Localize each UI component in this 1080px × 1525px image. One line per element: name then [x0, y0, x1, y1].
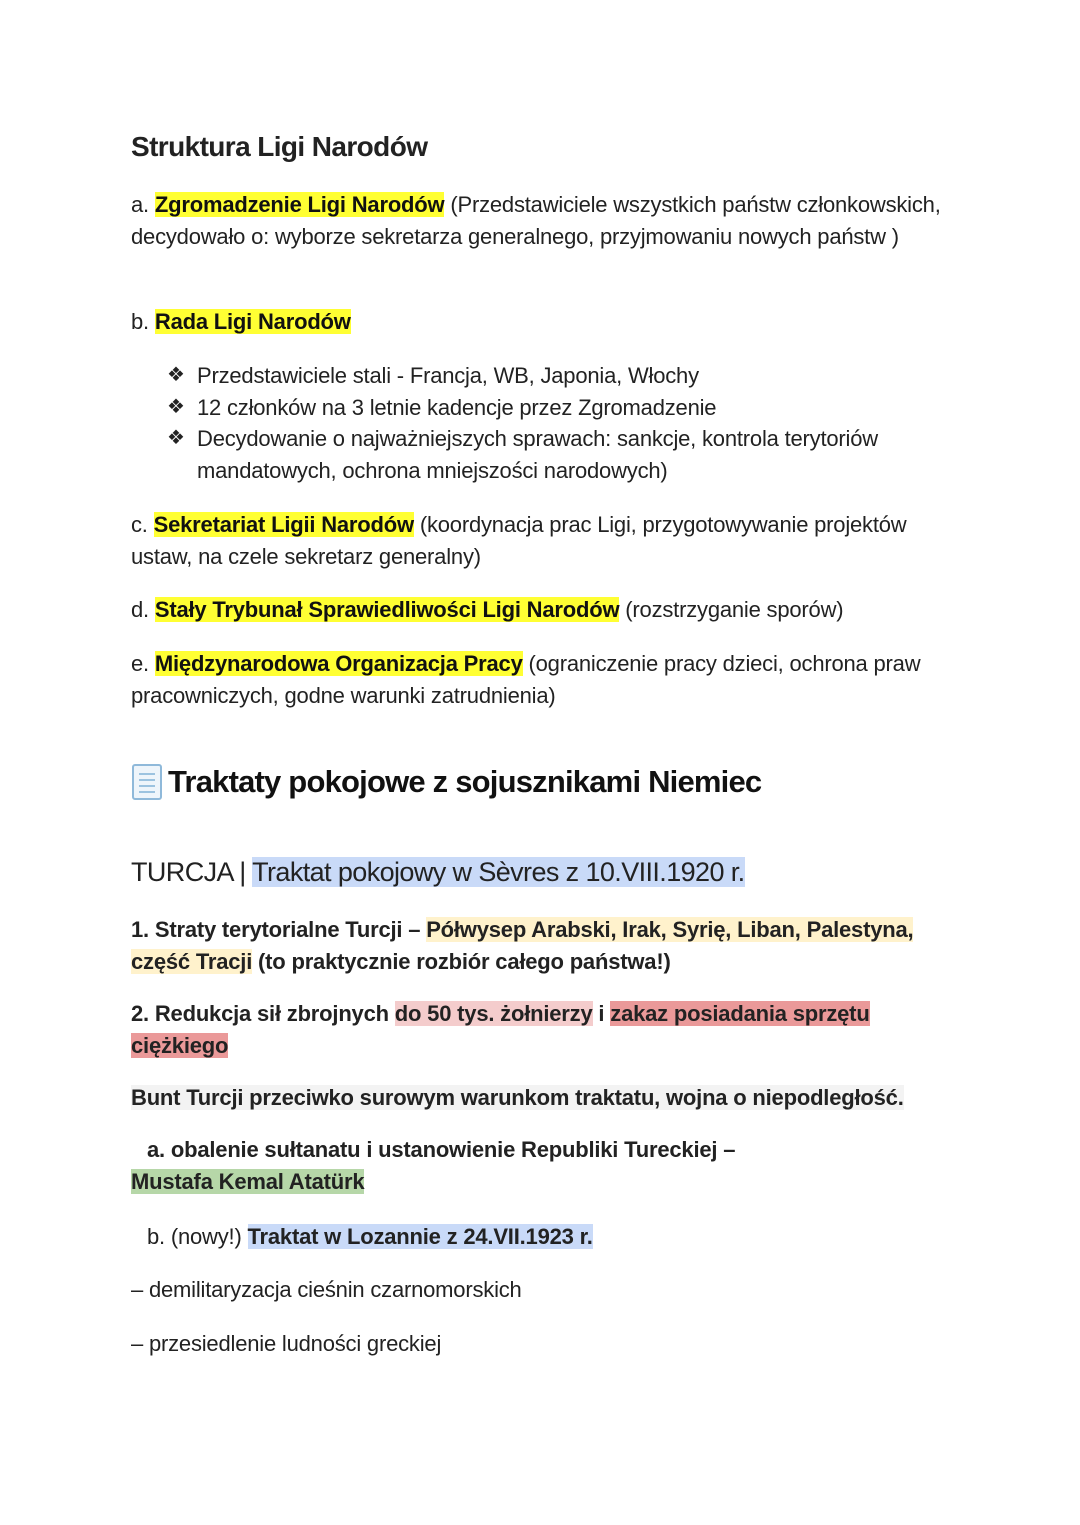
item-d-trybunal — [131, 594, 941, 626]
section-title-liga: Struktura Ligi Narodów — [131, 131, 428, 162]
person-highlight: Mustafa Kemal Atatürk — [131, 1168, 365, 1194]
diamond-bullet-icon: ❖ — [167, 364, 185, 386]
item-desc: (rozstrzyganie sporów) — [619, 597, 844, 622]
bunt-text: Bunt Turcji przeciwko surowym warunkom traktatu, wojna o niepodległość. — [131, 1085, 904, 1110]
point-1-losses — [131, 914, 941, 977]
highlight-name: Rada Ligi Narodów — [154, 309, 351, 334]
section-title-traktaty — [132, 764, 942, 800]
list-item — [167, 423, 941, 486]
list-item-text: Decydowanie o najważniejszych sprawach: sankcje, kontrola terytoriów mandatowych, ochrona mniejszości narodowych) — [197, 426, 878, 483]
point-rest: (to praktycznie rozbiór całego państwa!) — [252, 948, 671, 974]
point-b-lausanne — [131, 1221, 941, 1253]
diamond-bullet-icon: ❖ — [167, 395, 185, 418]
turcja-heading — [131, 857, 941, 889]
country-label: TURCJA | — [131, 857, 253, 887]
bunt-line — [131, 1082, 941, 1114]
rada-bullet-list — [131, 360, 941, 486]
list-item — [167, 392, 941, 424]
treaty-sevres: Traktat pokojowy w Sèvres z 10.VIII.1920 r. — [252, 857, 745, 887]
point-a-republic — [131, 1134, 941, 1197]
item-prefix: e. — [131, 651, 155, 676]
list-item-text: Przedstawiciele stali - Francja, WB, Japonia, Włochy — [197, 363, 699, 388]
item-prefix: a. — [131, 192, 155, 217]
highlight-name: Zgromadzenie Ligi Narodów — [154, 192, 445, 217]
territories-highlight: Półwysep Arabski, Irak, Syrię, Liban, Palestyna, część Tracji — [131, 917, 914, 974]
conjunction: i — [592, 1001, 611, 1026]
item-prefix: d. — [131, 597, 155, 622]
item-prefix: c. — [131, 512, 154, 537]
dash-item: – przesiedlenie ludności greckiej — [131, 1331, 442, 1356]
item-desc: (Przedstawiciele wszystkich państw członkowskich, decydowało o: wyborze sekretarza generalnego, przyjmowaniu nowych państw ) — [131, 192, 941, 249]
highlight-name: Międzynarodowa Organizacja Pracy — [154, 651, 523, 676]
highlight-name: Sekretariat Ligii Narodów — [153, 512, 414, 537]
list-item-text: 12 członków na 3 letnie kadencje przez Zgromadzenie — [197, 394, 717, 420]
item-c-sekretariat — [131, 509, 941, 572]
item-b-rada — [131, 306, 941, 338]
section-title-text: Traktaty pokojowe z sojusznikami Niemiec — [168, 764, 762, 800]
treaty-lausanne: Traktat w Lozannie z 24.VII.1923 r. — [247, 1224, 593, 1249]
item-a-zgromadzenie — [131, 189, 941, 252]
heavy-equipment-ban-highlight: zakaz posiadania sprzętu ciężkiego — [131, 1001, 870, 1058]
dash-item: – demilitaryzacja cieśnin czarnomorskich — [131, 1277, 522, 1302]
item-desc: (koordynacja prac Ligi, przygotowywanie projektów ustaw, na czele sekretarz generalny) — [131, 512, 907, 569]
point-text: a. obalenie sułtanatu i ustanowienie Republiki Tureckiej – — [147, 1137, 736, 1162]
highlight-name: Stały Trybunał Sprawiedliwości Ligi Narodów — [154, 597, 620, 622]
point-text: b. (nowy!) — [147, 1224, 248, 1249]
diamond-bullet-icon: ❖ — [167, 427, 185, 449]
item-prefix: b. — [131, 309, 155, 334]
point-text: 1. Straty terytorialne Turcji – — [131, 917, 427, 942]
item-e-mop — [131, 648, 941, 711]
point-text: 2. Redukcja sił zbrojnych — [131, 1001, 395, 1026]
list-item — [167, 360, 941, 392]
item-desc: (ograniczenie pracy dzieci, ochrona praw pracowniczych, godne warunki zatrudnienia) — [131, 651, 921, 708]
point-2-army — [131, 998, 941, 1061]
document-receipt-icon — [132, 764, 162, 800]
troops-limit-highlight: do 50 tys. żołnierzy — [394, 1001, 593, 1026]
